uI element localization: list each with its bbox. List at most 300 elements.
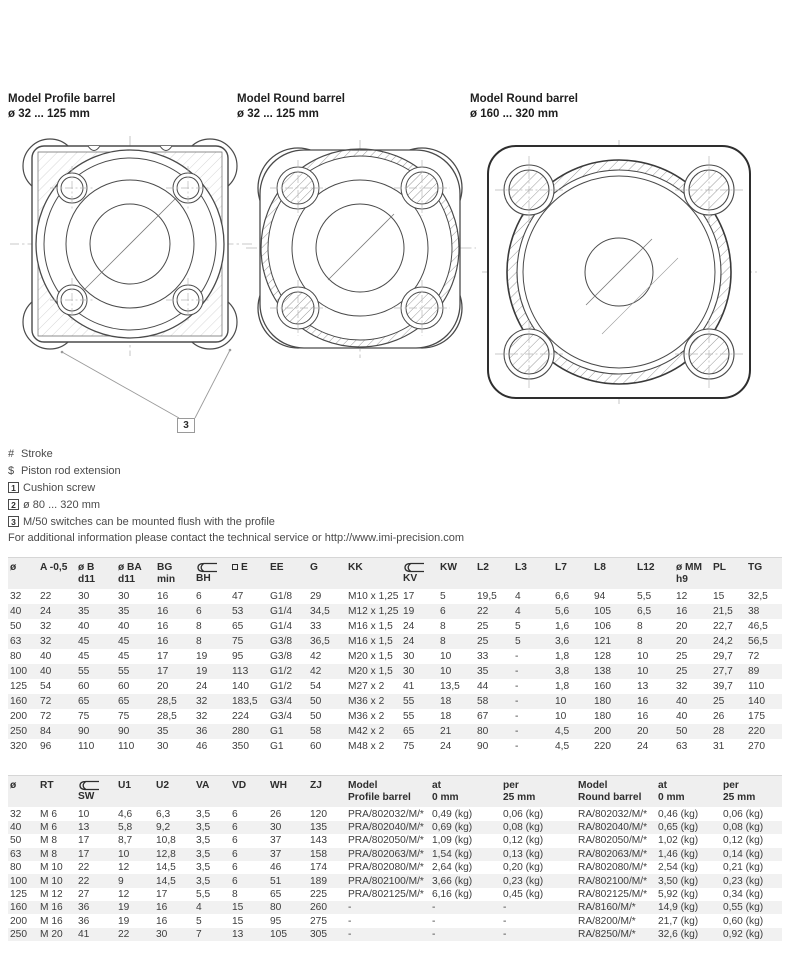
table-cell: RA/802040/M/*	[576, 821, 656, 834]
table-row	[8, 914, 782, 927]
table-cell: G1/4	[270, 621, 293, 633]
col-header-e	[230, 558, 268, 590]
table-cell: RA/802032/M/*	[578, 808, 648, 820]
table-cell: 46	[270, 862, 282, 874]
table-cell: 41	[76, 928, 116, 941]
col-header-l3	[513, 558, 553, 590]
table-cell: 105	[268, 928, 308, 941]
table-cell: 18	[440, 711, 452, 723]
table-cell: -	[346, 901, 430, 914]
col-label: U1	[118, 780, 132, 791]
col-label: L8	[594, 562, 606, 573]
table-cell: 42	[310, 651, 322, 663]
legend-number-box: 1	[8, 482, 19, 493]
table-cell: 32	[196, 711, 208, 723]
col-label: L2	[477, 562, 489, 573]
table-cell: 20	[676, 621, 688, 633]
col-header-va	[194, 776, 230, 808]
table-row	[8, 679, 782, 694]
table-cell: 30	[118, 591, 130, 603]
col-header-ee	[268, 558, 308, 590]
table-cell: -	[430, 928, 501, 941]
table-cell: G1/2	[270, 681, 293, 693]
table-cell: M 16	[40, 915, 63, 927]
table-cell: 0,06 (kg)	[723, 808, 764, 820]
table-cell: 0,08 (kg)	[501, 821, 576, 834]
col-header-l2	[475, 558, 513, 590]
table-cell: 180	[594, 711, 611, 723]
table-cell: 17	[155, 664, 194, 679]
table-cell: 2,64 (kg)	[432, 862, 473, 874]
table-cell: RA/802080/M/*	[578, 862, 648, 874]
table-cell: 0,20 (kg)	[503, 862, 544, 874]
col-label: KK	[348, 562, 363, 573]
table-cell: M 10	[38, 874, 76, 887]
table-cell: 45	[118, 651, 130, 663]
table-cell: 10	[438, 664, 475, 679]
table-cell: 50	[308, 694, 346, 709]
table-cell: 72	[748, 651, 760, 663]
col-label: KW	[440, 562, 457, 573]
table-cell: 36	[194, 724, 230, 739]
table-cell: 16	[637, 711, 649, 723]
table-cell: 30	[401, 664, 438, 679]
table-cell: M 10	[40, 862, 63, 874]
table-cell: 13	[230, 928, 268, 941]
table-cell: -	[513, 724, 553, 739]
table-cell: 27,7	[711, 664, 746, 679]
table-cell: 12	[118, 862, 130, 874]
table-cell: G1/2	[268, 664, 308, 679]
table-cell: 45	[78, 651, 90, 663]
table-cell: 30	[157, 741, 169, 753]
table-cell: 350	[232, 741, 249, 753]
table-cell: 1,09 (kg)	[432, 835, 473, 847]
table-cell: 15	[713, 591, 725, 603]
table-cell: 13,5	[440, 681, 460, 693]
table-cell: 35	[475, 664, 513, 679]
table-cell: 40	[118, 621, 130, 633]
table-cell: 180	[592, 694, 635, 709]
additional-info-note: For additional information please contact the technical service or http://www.imi-precision.com	[8, 532, 465, 544]
table-cell: 320	[10, 741, 27, 753]
table-cell: 25	[477, 621, 489, 633]
table-cell: 84	[38, 724, 76, 739]
table-cell: 72	[38, 694, 76, 709]
figure-title: Model Round barrel	[470, 93, 578, 105]
models-weights-table-body	[8, 807, 782, 941]
table-cell: 13	[637, 681, 649, 693]
table-cell: 40	[78, 621, 90, 633]
col-header-weight-at-0-profile	[430, 776, 501, 808]
table-cell: 125	[10, 681, 27, 693]
col-header-zj	[308, 776, 346, 808]
table-cell: 50	[10, 621, 22, 633]
table-cell: -	[346, 928, 430, 941]
col-label: ø	[10, 562, 17, 573]
table-cell: 10	[555, 711, 567, 723]
table-cell: PRA/802125/M/*	[348, 888, 424, 900]
table-row	[8, 649, 782, 664]
table-cell: G1/8	[270, 591, 293, 603]
table-cell: 55	[116, 664, 155, 679]
col-sublabel: Profile barrel	[348, 792, 411, 804]
table-cell: 5,5	[637, 591, 652, 603]
table-cell: 55	[76, 664, 116, 679]
table-cell: M 12	[40, 888, 63, 900]
col-label: TG	[748, 562, 763, 573]
table-cell: 0,13 (kg)	[501, 848, 576, 861]
table-cell: G1/4	[268, 604, 308, 619]
col-sublabel: BH	[196, 573, 211, 584]
table-cell: 3,66 (kg)	[430, 874, 501, 887]
table-cell: 225	[310, 888, 327, 900]
table-cell: 41	[403, 681, 415, 693]
table-cell: 96	[40, 741, 52, 753]
table-cell: 270	[748, 741, 765, 753]
table-cell: 160	[8, 694, 38, 709]
table-cell: 1,54 (kg)	[430, 848, 501, 861]
table-cell: 0,65 (kg)	[656, 821, 721, 834]
table-cell: 0,45 (kg)	[503, 888, 544, 900]
models-weights-table-header	[8, 776, 782, 808]
table-cell: 30	[154, 928, 194, 941]
table-cell: 7	[194, 928, 230, 941]
table-cell: 158	[308, 848, 346, 861]
table-cell: 32	[676, 681, 688, 693]
table-row	[8, 848, 782, 861]
table-cell: 5	[196, 915, 202, 927]
legend-piston-rod-extension	[8, 462, 275, 479]
table-cell: 33	[310, 621, 322, 633]
table-cell: PRA/802032/M/*	[348, 808, 424, 820]
table-cell: 0,23 (kg)	[501, 874, 576, 887]
table-cell: 6,3	[156, 808, 171, 820]
table-cell: 32,6 (kg)	[656, 928, 721, 941]
table-cell: 275	[310, 915, 327, 927]
table-cell: 20	[157, 681, 169, 693]
table-cell: 32	[38, 634, 76, 649]
col-header-pl	[711, 558, 746, 590]
table-cell: 0,69 (kg)	[430, 821, 501, 834]
col-sublabel: d11	[78, 574, 95, 586]
legend-symbol: $	[8, 464, 15, 477]
table-cell: M 16	[38, 901, 76, 914]
table-cell: 50	[674, 724, 711, 739]
table-row	[8, 739, 782, 754]
wrench-icon	[196, 562, 228, 573]
profile-barrel-drawing	[10, 130, 252, 445]
figure-title-round-barrel-small	[237, 92, 345, 122]
table-cell: RA/8200/M/*	[578, 915, 636, 927]
col-label: Model	[578, 780, 608, 791]
table-cell: -	[430, 901, 501, 914]
table-cell: 65	[401, 724, 438, 739]
table-cell: 46	[196, 741, 208, 753]
table-cell: 24	[196, 681, 208, 693]
col-sublabel: SW	[78, 791, 95, 802]
table-row	[8, 634, 782, 649]
table-cell: M 6	[40, 808, 57, 820]
table-cell: 1,8	[555, 651, 570, 663]
table-cell: 19	[118, 915, 130, 927]
legend-text: Cushion screw	[23, 481, 96, 494]
table-cell: RA/802050/M/*	[578, 835, 648, 847]
table-cell: 4	[194, 901, 230, 914]
col-sublabel: 0 mm	[432, 792, 459, 804]
table-cell: 0,21 (kg)	[723, 862, 764, 874]
table-cell: 54	[310, 681, 322, 693]
table-cell: G3/4	[268, 694, 308, 709]
table-cell: 0,34 (kg)	[723, 888, 764, 900]
col-header-l8	[592, 558, 635, 590]
table-row	[8, 724, 782, 739]
table-cell: G3/8	[270, 651, 293, 663]
figure-title-profile-barrel	[8, 92, 115, 122]
table-cell: 60	[310, 741, 322, 753]
col-label: WH	[270, 780, 287, 791]
table-cell: RA/8160/M/*	[576, 901, 656, 914]
table-cell: 5,8	[116, 821, 154, 834]
table-cell: G3/8	[268, 634, 308, 649]
table-cell: 138	[592, 664, 635, 679]
table-row	[8, 834, 782, 847]
col-header-kv	[401, 558, 438, 590]
table-row	[8, 807, 782, 820]
table-cell: 25	[676, 651, 688, 663]
table-cell: 174	[310, 862, 327, 874]
table-cell: 67	[477, 711, 489, 723]
table-cell: 90	[76, 724, 116, 739]
table-cell: 80	[10, 651, 22, 663]
table-cell: PRA/802063/M/*	[346, 848, 430, 861]
table-cell: PRA/802100/M/*	[346, 874, 430, 887]
dimensions-table-header	[8, 558, 782, 590]
col-label: Model	[348, 780, 378, 791]
figure-subtitle: ø 160 ... 320 mm	[470, 108, 559, 121]
legend-diameter-range	[8, 496, 275, 513]
col-header-wh	[268, 776, 308, 808]
table-cell: 35	[116, 604, 155, 619]
table-cell: 38	[746, 604, 782, 619]
table-row	[8, 589, 782, 604]
table-cell: 50	[310, 711, 322, 723]
table-cell: 106	[594, 621, 611, 633]
table-cell: 6	[194, 604, 230, 619]
table-cell: RA/802063/M/*	[576, 848, 656, 861]
table-cell: 5,92 (kg)	[658, 888, 699, 900]
table-cell: M 8	[40, 835, 57, 847]
col-label: ZJ	[310, 780, 322, 791]
table-cell: 10	[553, 694, 592, 709]
table-row	[8, 709, 782, 724]
col-label: RT	[40, 780, 54, 791]
table-row	[8, 874, 782, 887]
table-cell: 12	[676, 591, 688, 603]
table-row	[8, 604, 782, 619]
table-cell: 37	[270, 835, 282, 847]
table-row	[8, 619, 782, 634]
figure-title-round-barrel-large	[470, 92, 578, 122]
square-icon	[232, 564, 238, 570]
table-cell: 224	[232, 711, 249, 723]
table-cell: 39,7	[713, 681, 733, 693]
table-cell: 260	[308, 901, 346, 914]
table-cell: 47	[232, 591, 244, 603]
table-cell: 24	[403, 621, 415, 633]
table-cell: 1,6	[555, 621, 570, 633]
table-cell: 16	[156, 915, 168, 927]
table-cell: 13	[76, 821, 116, 834]
col-header-rt	[38, 776, 76, 808]
col-label: L12	[637, 562, 655, 573]
table-cell: M42 x 2	[346, 724, 401, 739]
col-label: EE	[270, 562, 284, 573]
table-cell: 25	[475, 634, 513, 649]
col-label: ø	[10, 780, 17, 791]
table-cell: 30	[78, 591, 90, 603]
table-cell: 175	[748, 711, 765, 723]
table-cell: 0,46 (kg)	[658, 808, 699, 820]
table-cell: 120	[310, 808, 327, 820]
table-cell: 72	[40, 711, 52, 723]
table-cell: 0,49 (kg)	[432, 808, 473, 820]
col-sublabel: h9	[676, 574, 688, 586]
col-header-g	[308, 558, 346, 590]
table-cell: 200	[592, 724, 635, 739]
col-label: G	[310, 562, 318, 573]
legend	[8, 445, 275, 530]
table-cell: M 20	[38, 928, 76, 941]
table-cell: 31	[713, 741, 725, 753]
figure-subtitle: ø 32 ... 125 mm	[237, 108, 319, 121]
legend-text: Piston rod extension	[21, 464, 121, 477]
legend-symbol: #	[8, 447, 15, 460]
table-cell: 8	[194, 634, 230, 649]
table-cell: 100	[8, 874, 38, 887]
table-cell: 113	[230, 664, 268, 679]
table-cell: PRA/802080/M/*	[348, 862, 424, 874]
table-cell: G1	[270, 741, 284, 753]
table-cell: 44	[477, 681, 489, 693]
table-cell: 5	[515, 621, 521, 633]
table-cell: 19	[196, 651, 208, 663]
table-cell: 6	[232, 862, 238, 874]
col-header-kw	[438, 558, 475, 590]
col-header-model-round	[576, 776, 656, 808]
table-cell: 110	[78, 741, 95, 753]
col-label: ø BA	[118, 562, 142, 573]
table-cell: 200	[10, 915, 27, 927]
table-cell: 90	[477, 741, 489, 753]
table-cell: 15	[230, 901, 268, 914]
col-header-vd	[230, 776, 268, 808]
col-header-mm	[674, 558, 711, 590]
table-cell: 0,23 (kg)	[721, 874, 782, 887]
table-cell: -	[501, 928, 576, 941]
table-cell: 40	[8, 604, 38, 619]
table-cell: -	[513, 664, 553, 679]
table-cell: 63	[676, 741, 688, 753]
table-cell: 0,12 (kg)	[723, 835, 764, 847]
table-cell: 21,5	[711, 604, 746, 619]
table-cell: 0,60 (kg)	[723, 915, 764, 927]
table-cell: -	[503, 915, 507, 927]
table-cell: 42	[308, 664, 346, 679]
table-cell: 125	[10, 888, 27, 900]
table-cell: 10	[78, 808, 90, 820]
table-cell: 22	[475, 604, 513, 619]
table-cell: 55	[403, 711, 415, 723]
legend-text: Stroke	[21, 447, 53, 460]
table-cell: 21	[438, 724, 475, 739]
table-cell: 17	[78, 835, 90, 847]
table-cell: 0,92 (kg)	[721, 928, 782, 941]
table-cell: 36	[76, 901, 116, 914]
table-cell: 36,5	[308, 634, 346, 649]
col-label: VD	[232, 780, 247, 791]
table-cell: 22	[116, 928, 154, 941]
table-cell: 1,46 (kg)	[656, 848, 721, 861]
table-cell: M27 x 2	[348, 681, 385, 693]
table-row	[8, 901, 782, 914]
table-cell: PRA/802040/M/*	[346, 821, 430, 834]
table-row	[8, 928, 782, 941]
col-sublabel: min	[157, 574, 176, 586]
table-cell: 6	[232, 808, 238, 820]
table-cell: 16	[674, 604, 711, 619]
dimensions-table	[8, 557, 782, 754]
table-cell: RA/802100/M/*	[576, 874, 656, 887]
table-cell: 0,06 (kg)	[503, 808, 544, 820]
table-cell: 75	[230, 634, 268, 649]
table-cell: 17	[156, 888, 168, 900]
dimensions-table-wrapper	[8, 557, 782, 754]
table-cell: 6,6	[555, 591, 570, 603]
table-cell: 32	[10, 591, 22, 603]
table-row	[8, 861, 782, 874]
col-header-bg	[155, 558, 194, 590]
table-cell: 220	[746, 724, 782, 739]
table-cell: 8	[438, 634, 475, 649]
table-cell: 3,6	[553, 634, 592, 649]
legend-number-box: 3	[8, 516, 19, 527]
table-cell: 10	[635, 664, 674, 679]
col-header-diameter	[8, 558, 38, 590]
table-cell: M12 x 1,25	[346, 604, 401, 619]
col-header-model-profile	[346, 776, 430, 808]
table-cell: 250	[8, 928, 38, 941]
table-cell: 16	[155, 634, 194, 649]
table-cell: 9	[116, 874, 154, 887]
table-cell: 53	[230, 604, 268, 619]
table-cell: 55	[401, 694, 438, 709]
col-label: per	[723, 780, 739, 791]
table-cell: 10	[440, 651, 452, 663]
table-cell: G3/4	[270, 711, 293, 723]
table-cell: 24	[38, 604, 76, 619]
models-weights-table	[8, 775, 782, 941]
models-weights-table-wrapper	[8, 775, 782, 941]
legend-m50-switches	[8, 513, 275, 530]
table-cell: RA/8250/M/*	[576, 928, 656, 941]
table-cell: 37	[268, 848, 308, 861]
legend-number-box: 2	[8, 499, 19, 510]
table-cell: 6	[196, 591, 202, 603]
table-cell: 4	[513, 604, 553, 619]
table-row	[8, 888, 782, 901]
table-cell: 6	[230, 874, 268, 887]
